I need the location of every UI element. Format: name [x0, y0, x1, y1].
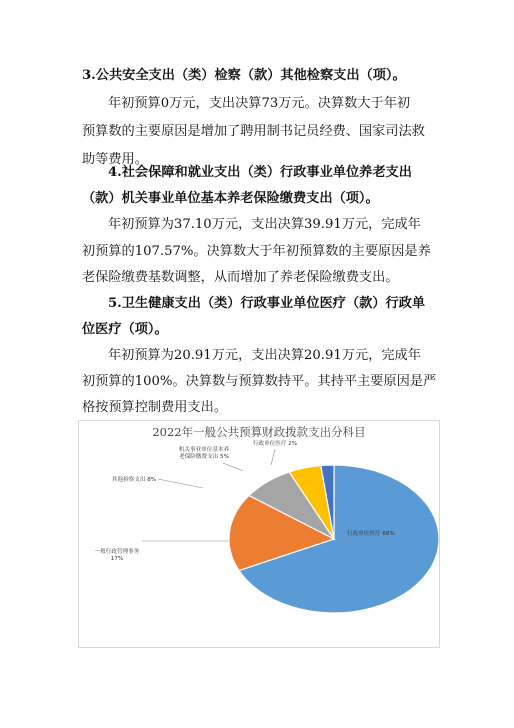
section-5-heading-line-1: 5.卫生健康支出（类）行政事业单位医疗（款）行政单: [108, 296, 426, 311]
section-3-text-line-2: 预算数的主要原因是增加了聘用制书记员经费、国家司法救: [82, 124, 425, 139]
pie-leader-line-3: [158, 479, 203, 488]
section-3-text-line-3: 助等费用。: [82, 152, 148, 167]
pie-slices: [229, 465, 439, 613]
section-5-heading-line-2: 位医疗（项）。: [82, 322, 168, 337]
pie-label-2-line-2: 17%: [110, 556, 124, 562]
pie-label-3: 其他检察支出 8%: [111, 477, 157, 483]
section-4-heading-line-2: （款）机关事业单位基本养老保险缴费支出（项）。: [82, 191, 379, 206]
section-5-text-line-1: 年初预算为20.91万元，支出决算20.91万元，完成年: [108, 348, 421, 363]
pie-label-4-line-2: 老保险缴费支出 5%: [179, 454, 229, 460]
chart-title: 2022年一般公共预算财政拨款支出分科目: [152, 425, 366, 439]
section-4-text-line-2: 初预算的107.57%。决算数大于年初预算数的主要原因是养: [82, 244, 431, 259]
section-4-text-line-3: 老保险缴费基数调整，从而增加了养老保险缴费支出。: [82, 270, 399, 285]
section-5-text-line-2: 初预算的100%。决算数与预算数持平。其持平主要原因是严: [82, 374, 437, 389]
section-5-text-line-3: 格按预算控制费用支出。: [82, 400, 228, 415]
pie-label-5: 行政单位医疗 2%: [252, 441, 298, 447]
section-3-heading: 3.公共安全支出（类）检察（款）其他检察支出（项）。: [82, 68, 406, 83]
section-4-heading-line-1: 4.社会保障和就业支出（类）行政事业单位养老支出: [108, 165, 412, 180]
pie-chart-frame: [78, 420, 440, 648]
pie-chart: [79, 421, 439, 647]
pie-label-4-line-1: 机关事业单位基本养: [178, 447, 230, 453]
pie-label-1: 行政单位医疗 68%: [347, 531, 395, 537]
pie-leader-line-5: [271, 449, 275, 465]
pie-label-2-line-1: 一般行政管理事务: [94, 549, 140, 555]
section-4-text-line-1: 年初预算为37.10万元，支出决算39.91万元，完成年: [108, 217, 421, 232]
pie-leader-line-4: [223, 463, 243, 471]
section-3-text-line-1: 年初预算0万元，支出决算73万元。决算数大于年初: [108, 96, 411, 111]
